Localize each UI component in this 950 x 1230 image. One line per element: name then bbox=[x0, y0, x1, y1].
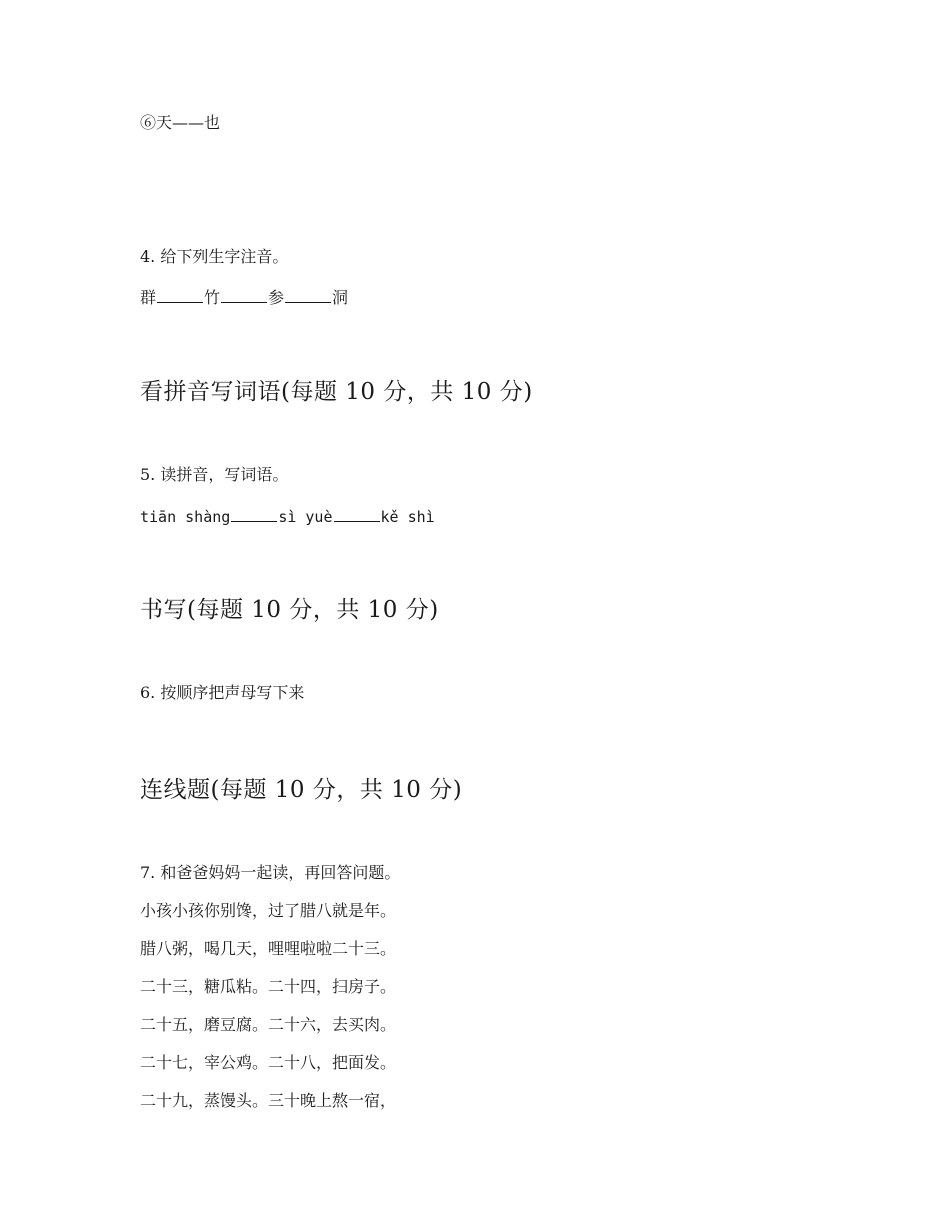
char-3: 参 bbox=[268, 288, 285, 307]
question-3-item-6: ⑥天——也 bbox=[140, 113, 221, 132]
rhyme-line-6: 二十九，蒸馒头。三十晚上熬一宿， bbox=[140, 1091, 397, 1110]
answer-blank-2[interactable] bbox=[221, 284, 267, 303]
question-5-prompt: 5. 读拼音，写词语。 bbox=[140, 465, 289, 484]
pinyin-1: tiān shàng bbox=[140, 508, 231, 526]
question-5-pinyin bbox=[140, 503, 435, 528]
rhyme-line-3: 二十三，糖瓜粘。二十四，扫房子。 bbox=[140, 977, 397, 996]
char-1: 群 bbox=[140, 288, 157, 307]
rhyme-line-4: 二十五，磨豆腐。二十六，去买肉。 bbox=[140, 1015, 397, 1034]
word-blank-1[interactable] bbox=[231, 503, 277, 522]
word-blank-2[interactable] bbox=[334, 503, 380, 522]
answer-blank-1[interactable] bbox=[157, 284, 203, 303]
section-heading-writing: 书写(每题 10 分，共 10 分) bbox=[140, 597, 439, 623]
question-6-prompt: 6. 按顺序把声母写下来 bbox=[140, 683, 305, 702]
question-7-prompt: 7. 和爸爸妈妈一起读，再回答问题。 bbox=[140, 863, 401, 882]
pinyin-3: kě shì bbox=[380, 508, 435, 526]
char-2: 竹 bbox=[204, 288, 221, 307]
rhyme-line-2: 腊八粥，喝几天，哩哩啦啦二十三。 bbox=[140, 939, 397, 958]
char-4: 洞 bbox=[332, 288, 349, 307]
section-heading-matching: 连线题(每题 10 分，共 10 分) bbox=[140, 777, 463, 803]
answer-blank-3[interactable] bbox=[285, 284, 331, 303]
pinyin-2: sì yuè bbox=[278, 508, 333, 526]
rhyme-line-5: 二十七，宰公鸡。二十八，把面发。 bbox=[140, 1053, 397, 1072]
question-4-chars bbox=[140, 284, 348, 309]
rhyme-line-1: 小孩小孩你别馋，过了腊八就是年。 bbox=[140, 901, 397, 920]
question-4-prompt: 4. 给下列生字注音。 bbox=[140, 247, 289, 266]
section-heading-pinyin: 看拼音写词语(每题 10 分，共 10 分) bbox=[140, 379, 533, 405]
